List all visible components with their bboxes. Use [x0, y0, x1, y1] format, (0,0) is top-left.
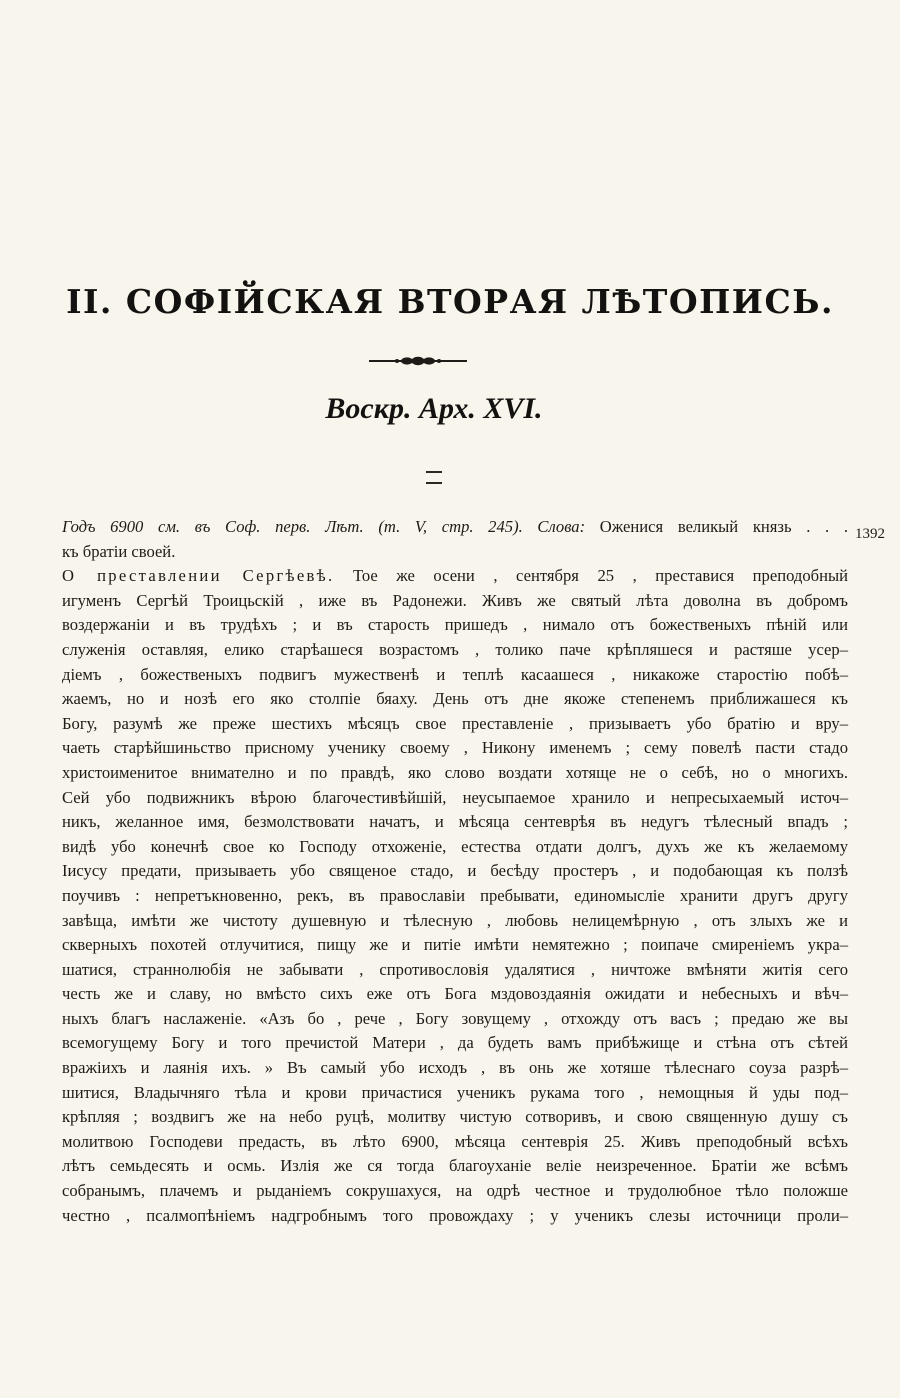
paragraph	[62, 589, 848, 1228]
text-line: Іисусу предати, призываеть убо священое стадо, и бесѣду простеръ , и подобающая къ ползѣ	[62, 861, 848, 881]
source-subtitle: Воскр. Арх. XVI.	[325, 392, 543, 425]
text-line: воздержаніи и въ трудѣхъ ; и въ старость пришедъ , нимало отъ божественыхъ пѣній или	[62, 615, 848, 635]
text-line: шатися, страннолюбія не забывати , спротивословія удалятися , ничтоже вмѣняти житія сего	[62, 959, 848, 979]
text-line: жаемъ, но и нозѣ его яко столпіе бяаху. День отъ дне якоже степенемъ приближашеся къ	[62, 689, 848, 709]
text-line: видѣ убо конечнѣ свое ко Господу отхоженіе, естества отдати долгъ, духъ же къ желаемому	[62, 836, 848, 856]
text-line: никъ, желанное имя, безмолствовати начатъ, и мѣсяца сентеврѣя въ недугъ тѣлесный впадъ ;	[62, 812, 848, 832]
text-line: ныхъ благъ наслаженіе. «Азъ бо , рече , Богу зовущему , отхожду отъ васъ ; предаю же вы	[62, 1008, 848, 1028]
text-line: честно , псалмопѣніемъ надгробнымъ того провождаху ; у ученикъ слезы источници проли–	[62, 1205, 848, 1225]
text-line: вражіихъ и лаянія ихъ. » Въ самый убо исходъ , въ онь же хотяше тѣлеснаго соуза разрѣ–	[62, 1058, 848, 1078]
text-line: собранымъ, плачемъ и рыданіемъ сокрушахуся, на одрѣ честное и трудолюбное тѣло положше	[62, 1181, 848, 1201]
section-first-line	[62, 564, 848, 589]
text-line: поучивъ : непретъкновенно, рекъ, въ православіи пребывати, единомысліе хранити другъ другу	[62, 885, 848, 905]
text-line: честь же и славу, но вмѣсто сихъ еже отъ Бога мздовоздаянія ожидати и небесныхъ и вѣч–	[62, 984, 848, 1004]
text-line: крѣпляя ; воздвигъ же на небо руцѣ, молитву чистую сотворивъ, и свою священную душу съ	[62, 1107, 848, 1127]
text-line: Тое же осени , сентября 25 , преставися преподобный	[334, 566, 848, 586]
intro-line	[62, 515, 848, 540]
text-line: игуменъ Сергѣй Троицьскій , иже въ Радонежи. Живъ же святый лѣта доволна въ добромъ	[62, 590, 848, 610]
text-line: служенія оставляя, елико старѣашеся возрастомъ , толико паче крѣпляшеся и растяше усер–	[62, 639, 848, 659]
intro-reference: Годъ 6900 см. въ Соф. перв. Лѣт. (т. V, стр. 245). Слова:	[62, 517, 586, 536]
text-line: Богу, разумѣ же преже шестихъ мѣсяцъ свое преставленіе , призываетъ убо братію и вру–	[62, 713, 848, 733]
text-line: Сей убо подвижникъ вѣрою благочестивѣйшій, неусыпаемое хранило и непресыхаемый источ–	[62, 787, 848, 807]
text-line: завѣща, имѣти же чистоту душевную и тѣлесную , любовь нелицемѣрную , отъ злыхъ же и	[62, 910, 848, 930]
double-rule-divider	[426, 471, 442, 484]
text-line: лѣтъ семьдесять и осмь. Излія же ся тогда благоуханіе веліе неизреченное. Братіи же всѣмъ	[62, 1156, 848, 1176]
page-title: II. СОФІЙСКАЯ ВТОРАЯ ЛѢТОПИСЬ.	[66, 282, 834, 321]
text-line: скверныхъ похотей отлучитися, пищу же и питіе имѣти немятежно ; поипаче смиреніемъ укра–	[62, 935, 848, 955]
margin-year-note: 1392	[855, 526, 885, 542]
intro-continuation: къ братіи своей.	[62, 541, 176, 561]
text-line: діемъ , божественыхъ подвигъ мужественѣ и теплѣ касаашеся , никакоже старостію побѣ–	[62, 664, 848, 684]
decorative-rule-ornament	[369, 356, 467, 366]
section-heading: О преставлении Сергѣевѣ.	[62, 566, 335, 586]
text-line: всемогущему Богу и того пречистой Матери , да будеть вамъ прибѣжище и стѣна отъ сѣтей	[62, 1033, 848, 1053]
text-line: молитвою Господеви предасть, въ лѣто 6900, мѣсяца сентеврія 25. Живъ преподобный всѣхъ	[62, 1131, 848, 1151]
text-line: шитися, Владычняго тѣла и крови причастися ученикъ рукама того , немощныя й уды под–	[62, 1082, 848, 1102]
intro-quote: Оженися великый князь . . .	[585, 517, 849, 536]
text-line: христоименитое внимателно и по правдѣ, яко слово воздати хотяще не о себѣ, но о многихъ.	[62, 762, 848, 782]
text-line: чаеть старѣйшиньство присному ученику своему , Никону именемъ ; сему повелѣ пасти стадо	[62, 738, 848, 758]
body-text	[62, 515, 848, 1228]
